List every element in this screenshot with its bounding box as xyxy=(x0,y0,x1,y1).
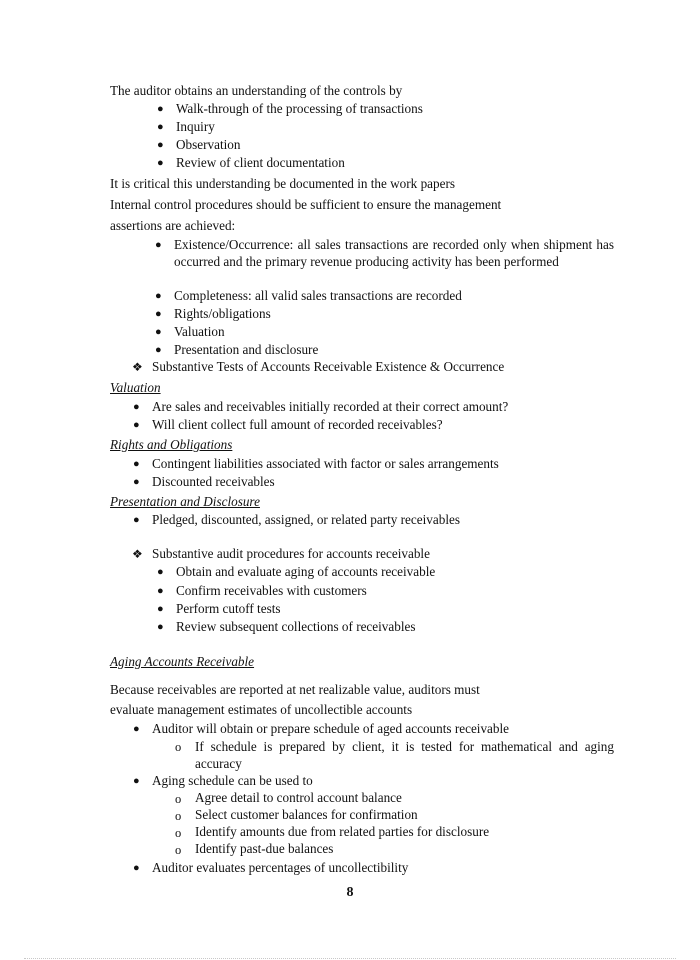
bullet-dot xyxy=(133,773,140,789)
procedure-item: Confirm receivables with customers xyxy=(176,583,367,598)
bullet-dot xyxy=(155,324,162,340)
bullet-dot xyxy=(155,288,162,304)
procedure-item: Perform cutoff tests xyxy=(176,601,281,616)
bullet-dot xyxy=(157,583,164,599)
assertion-item: Rights/obligations xyxy=(174,306,271,321)
valuation-heading: Valuation xyxy=(110,380,161,395)
aging-heading: Aging Accounts Receivable xyxy=(110,654,255,669)
bullet-dot xyxy=(155,237,162,253)
substantive-tests-heading: Substantive Tests of Accounts Receivable Existence & Occurrence xyxy=(152,359,505,374)
circle-bullet-icon xyxy=(175,842,181,859)
circle-bullet-icon xyxy=(175,808,181,825)
aging-bullet-1: Auditor will obtain or prepare schedule of aged accounts receivable xyxy=(152,721,510,736)
rights-item: Contingent liabilities associated with factor or sales arrangements xyxy=(152,456,499,471)
aging-sub-item: Agree detail to control account balance xyxy=(195,790,402,805)
internal-control-text-line1: Internal control procedures should be sufficient to ensure the management xyxy=(110,197,502,212)
intro-text: The auditor obtains an understanding of the controls by xyxy=(110,83,403,98)
bullet-dot xyxy=(157,119,164,135)
bullet-dot xyxy=(133,512,140,528)
bullet-dot xyxy=(133,417,140,433)
aging-sub-item: Identify past-due balances xyxy=(195,841,334,856)
circle-bullet-icon xyxy=(175,739,181,756)
aging-sub-item: If schedule is prepared by client, it is tested for mathematical and aging accuracy xyxy=(195,739,614,771)
valuation-item: Will client collect full amount of recorded receivables? xyxy=(152,417,443,432)
procedure-item: Review subsequent collections of receivables xyxy=(176,619,416,634)
bullet-dot xyxy=(157,601,164,617)
assertion-item: Valuation xyxy=(174,324,225,339)
page-number: 8 xyxy=(346,885,354,900)
presentation-heading: Presentation and Disclosure xyxy=(110,494,260,509)
rights-heading: Rights and Obligations xyxy=(110,437,233,452)
aging-bullet-2: Aging schedule can be used to xyxy=(152,773,313,788)
internal-control-text-line2: assertions are achieved: xyxy=(110,218,236,233)
presentation-item: Pledged, discounted, assigned, or related party receivables xyxy=(152,512,460,527)
bullet-dot xyxy=(133,474,140,490)
aging-bullet-3: Auditor evaluates percentages of uncollectibility xyxy=(152,860,409,875)
assertion-existence: Existence/Occurrence: all sales transactions are recorded only when shipment has occurred and the primary revenue producing activity has been performed xyxy=(174,237,614,269)
control-item: Observation xyxy=(176,137,241,152)
bullet-dot xyxy=(157,137,164,153)
bullet-dot xyxy=(133,721,140,737)
circle-bullet-icon xyxy=(175,825,181,842)
page-bottom-divider xyxy=(24,958,676,959)
bullet-dot xyxy=(133,456,140,472)
bullet-dot xyxy=(155,306,162,322)
valuation-item: Are sales and receivables initially recorded at their correct amount? xyxy=(152,399,509,414)
because-text-line2: evaluate management estimates of uncollectible accounts xyxy=(110,702,413,717)
assertion-item: Presentation and disclosure xyxy=(174,342,319,357)
aging-sub-item: Select customer balances for confirmation xyxy=(195,807,418,822)
procedure-item: Obtain and evaluate aging of accounts receivable xyxy=(176,564,436,579)
bullet-dot xyxy=(155,342,162,358)
diamond-bullet-icon xyxy=(132,546,143,563)
diamond-bullet-icon xyxy=(132,359,143,376)
procedures-heading: Substantive audit procedures for accounts receivable xyxy=(152,546,430,561)
circle-bullet-icon xyxy=(175,791,181,808)
critical-text: It is critical this understanding be documented in the work papers xyxy=(110,176,455,191)
bullet-dot xyxy=(157,101,164,117)
control-item: Walk-through of the processing of transactions xyxy=(176,101,423,116)
control-item: Review of client documentation xyxy=(176,155,345,170)
bullet-dot xyxy=(157,564,164,580)
assertion-item: Completeness: all valid sales transactions are recorded xyxy=(174,288,462,303)
rights-item: Discounted receivables xyxy=(152,474,275,489)
bullet-dot xyxy=(133,860,140,876)
bullet-dot xyxy=(133,399,140,415)
bullet-dot xyxy=(157,619,164,635)
aging-sub-item: Identify amounts due from related parties for disclosure xyxy=(195,824,490,839)
control-item: Inquiry xyxy=(176,119,215,134)
because-text-line1: Because receivables are reported at net realizable value, auditors must xyxy=(110,682,480,697)
bullet-dot xyxy=(157,155,164,171)
